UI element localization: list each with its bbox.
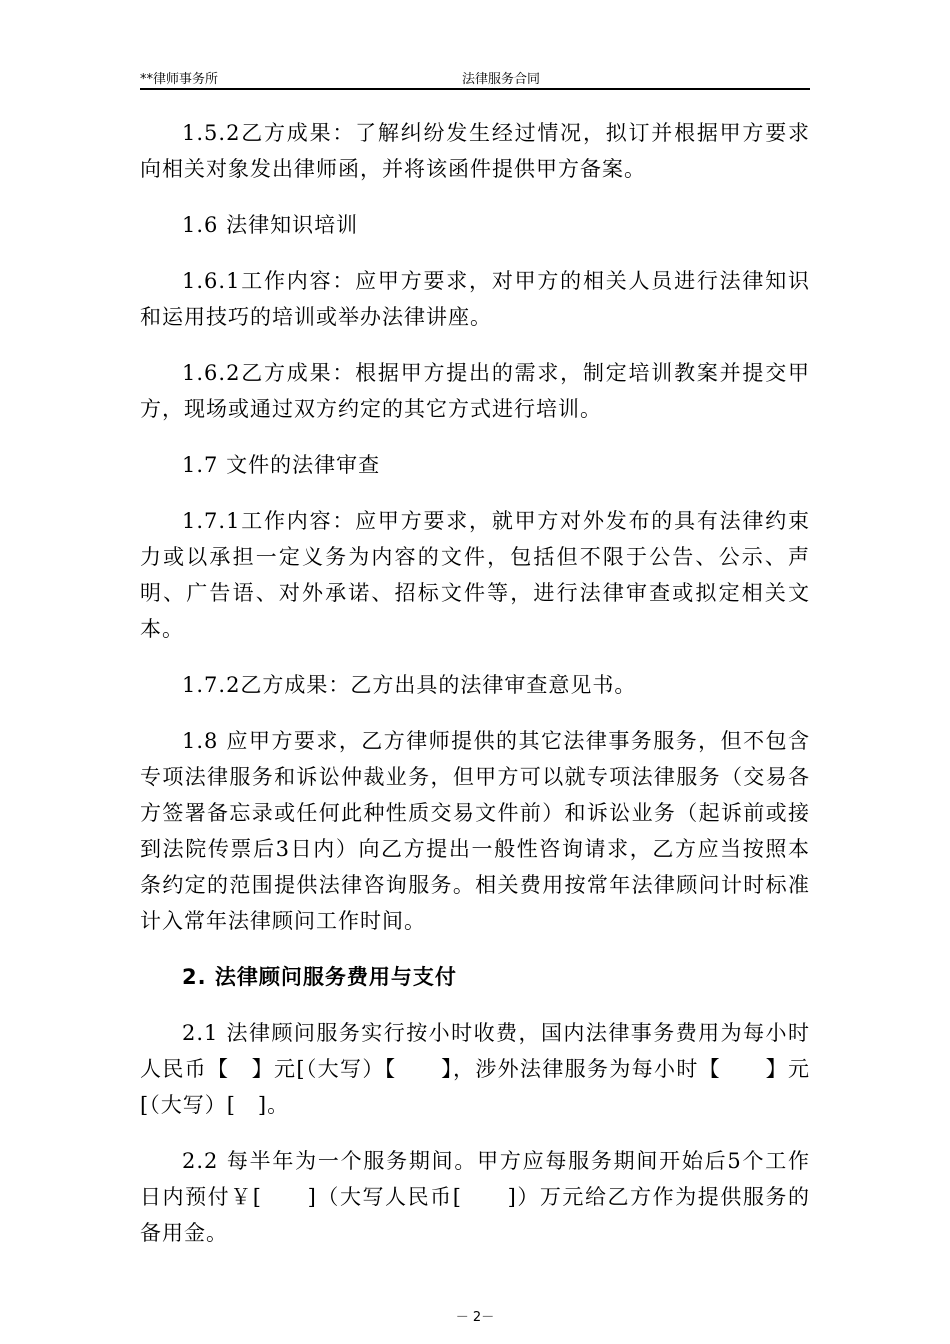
paragraph-2-2: 2.2 每半年为一个服务期间。甲方应每服务期间开始后5个工作日内预付￥[ ]（大写人民币[ ]）万元给乙方作为提供服务的备用金。: [140, 1149, 810, 1245]
heading-1-7: 1.7 文件的法律审查: [182, 453, 381, 477]
paragraph-1-7-1: 1.7.1工作内容：应甲方要求，就甲方对外发布的具有法律约束力或以承担一定义务为内容的文件，包括但不限于公告、公示、声明、广告语、对外承诺、招标文件等，进行法律审查或拟定相关文本。: [140, 509, 810, 641]
paragraph-2-1: 2.1 法律顾问服务实行按小时收费，国内法律事务费用为每小时人民币【 】元[（大写）【 】，涉外法律服务为每小时【 】元[（大写）[ ]。: [140, 1021, 810, 1117]
paragraph-1-6-1: 1.6.1工作内容：应甲方要求，对甲方的相关人员进行法律知识和运用技巧的培训或举办法律讲座。: [140, 269, 810, 329]
paragraph-1-6-2: 1.6.2乙方成果：根据甲方提出的需求，制定培训教案并提交甲方，现场或通过双方约定的其它方式进行培训。: [140, 361, 810, 421]
heading-1-6: 1.6 法律知识培训: [182, 213, 359, 237]
paragraph-1-5-2: 1.5.2乙方成果：了解纠纷发生经过情况，拟订并根据甲方要求向相关对象发出律师函，并将该函件提供甲方备案。: [140, 121, 810, 181]
paragraph-1-8: 1.8 应甲方要求，乙方律师提供的其它法律事务服务，但不包含专项法律服务和诉讼仲裁业务，但甲方可以就专项法律服务（交易各方签署备忘录或任何此种性质交易文件前）和诉讼业务（起诉前或接到法院传票后3日内）向乙方提出一般性咨询请求，乙方应当按照本条约定的范围提供法律咨询服务。相关费用按常年法律顾问计时标准计入常年法律顾问工作时间。: [140, 729, 810, 933]
paragraph-1-7-2: 1.7.2乙方成果：乙方出具的法律审查意见书。: [182, 673, 637, 697]
page-header: [140, 68, 810, 90]
page-number: － 2－: [455, 1310, 495, 1325]
section-2-heading: 2. 法律顾问服务费用与支付: [182, 965, 457, 989]
document-title: 法律服务合同: [462, 72, 541, 87]
header-rule: [140, 88, 810, 90]
document-body: [140, 115, 810, 1271]
firm-name: **律师事务所: [140, 72, 219, 87]
